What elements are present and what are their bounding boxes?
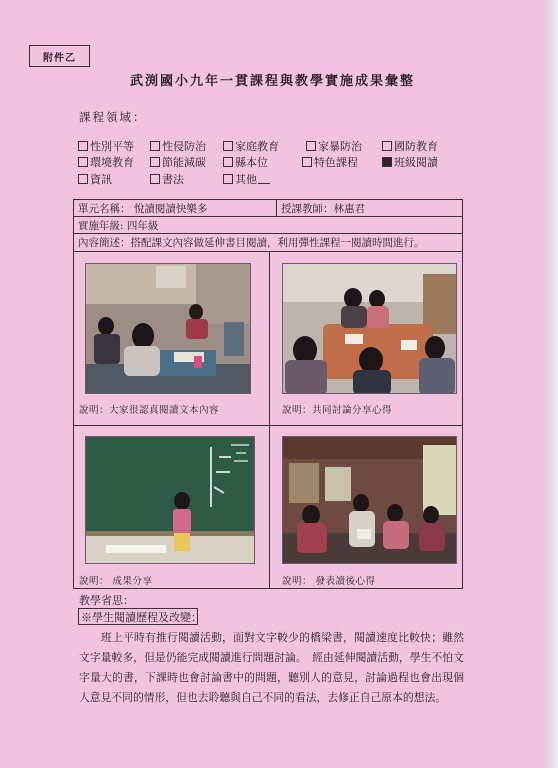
- photo-students-reading: [85, 263, 251, 394]
- option-information: 資訊: [78, 171, 112, 187]
- option-domestic-violence-prevention: 家暴防治: [306, 138, 362, 154]
- checkbox-icon: [150, 174, 160, 184]
- checkbox-icon: [78, 174, 88, 184]
- reflections-sharing-image: [283, 437, 457, 564]
- photo-grid: [73, 251, 463, 589]
- checkbox-icon: [223, 141, 233, 151]
- option-gender-equality: 性別平等: [78, 138, 134, 154]
- summary-cell: [74, 234, 429, 251]
- course-domain-heading: 課程領域：: [79, 110, 147, 124]
- checkbox-icon: [78, 141, 88, 151]
- option-special-curriculum: 特色課程: [302, 154, 358, 170]
- checkbox-icon: [223, 174, 233, 184]
- photo-caption-2: 說明：共同討論分享心得: [282, 405, 393, 416]
- checkbox-icon: [150, 157, 160, 167]
- photo-caption-1: 說明：大家很認真閱讀文本內容: [79, 405, 220, 416]
- teacher-label: 授課教師：: [281, 202, 334, 215]
- grid-divider-horizontal: [74, 425, 462, 426]
- option-energy-saving: 節能減碳: [150, 154, 206, 170]
- checkbox-icon: [306, 141, 316, 151]
- reflection-body-text: 班上平時有推行閱讀活動，面對文字較少的橋梁書，閱讀速度比較快；雖然文字量較多，但是仍能完成閱讀進行問題討論。 經由延伸閱讀活動，學生不怕文字量大的書，下課時也會討論書中的問題，聽別人的意見，討論過程也會出現個人意見不同的情形，但也去聆聽與自己不同的看法，去修正自己原本的想法。: [79, 631, 464, 704]
- teaching-reflection-heading: 教學省思：: [79, 594, 134, 607]
- document-title: 武渕國小九年一貫課程與教學實施成果彙整: [129, 74, 415, 89]
- photo-caption-4: 說明： 發表讀後心得: [282, 576, 376, 587]
- grid-divider-vertical: [269, 252, 270, 588]
- checkbox-icon: [78, 157, 88, 167]
- photo-group-discussion: [282, 263, 457, 394]
- grade-label: 實施年級:: [78, 219, 124, 232]
- checkbox-icon: [150, 141, 160, 151]
- checkbox-icon: [382, 141, 392, 151]
- unit-value: 悅讀閱讀快樂多: [133, 202, 208, 215]
- attachment-label: 附件乙: [29, 45, 90, 67]
- option-national-defense: 國防教育: [382, 138, 438, 154]
- summary-value: 搭配課文內容做延伸書目閱讀，利用彈性課程一閱讀時間進行。: [130, 237, 425, 249]
- grade-cell: [74, 217, 162, 233]
- checkbox-icon: [302, 157, 312, 167]
- option-other: 其他: [223, 171, 270, 187]
- summary-label: 內容簡述：: [78, 237, 131, 249]
- photo-caption-3: 說明： 成果分享: [79, 576, 153, 587]
- photo-reading-reflections: [282, 436, 457, 564]
- teacher-cell: [277, 200, 369, 216]
- unit-label: 單元名稱：: [78, 202, 131, 215]
- unit-cell: [74, 200, 277, 216]
- lesson-info-table: [73, 199, 463, 252]
- option-family-education: 家庭教育: [223, 138, 279, 154]
- option-calligraphy: 書法: [150, 171, 184, 187]
- scan-edge: [545, 0, 558, 768]
- option-sexual-assault-prevention: 性侵防治: [150, 138, 206, 154]
- summary-row: [74, 234, 462, 251]
- reading-process-subheading: ※學生閱讀歷程及改變：: [78, 608, 198, 625]
- group-discussion-image: [283, 264, 457, 394]
- option-county-based: 縣本位: [223, 154, 268, 170]
- other-blank-line: [258, 174, 270, 184]
- grade-value: 四年級: [126, 219, 159, 232]
- blackboard-presentation-image: [86, 437, 255, 564]
- checkbox-icon: [223, 157, 233, 167]
- unit-teacher-row: [74, 200, 462, 217]
- teacher-value: 林惠君: [333, 202, 365, 215]
- option-environmental-education: 環境教育: [78, 154, 134, 170]
- checked-checkbox-icon: [382, 157, 392, 167]
- option-class-reading: 班級閱讀: [382, 154, 438, 170]
- grade-row: [74, 217, 462, 234]
- classroom-reading-image: [86, 264, 251, 394]
- photo-result-sharing: [85, 436, 255, 564]
